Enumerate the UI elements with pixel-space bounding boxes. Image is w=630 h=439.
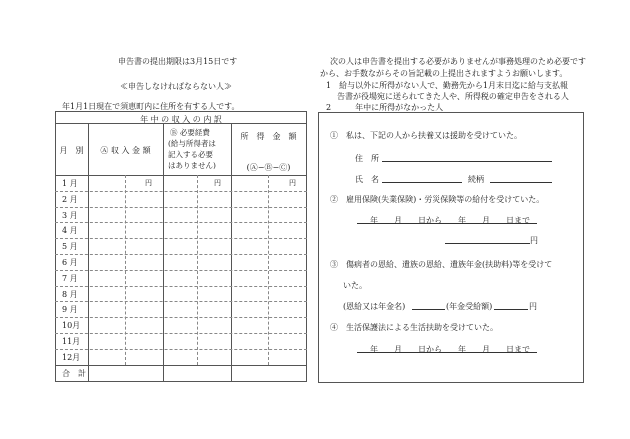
name-label: 氏 名 [355, 175, 379, 184]
month-label: 9 月 [62, 305, 78, 315]
digit-separator [125, 175, 126, 365]
intro-line-2: から、お手数ながらその旨記載の上提出されますようお願いします。 [320, 69, 568, 78]
col-amount-header-2: (Ⓐ−Ⓑ−Ⓒ) [246, 163, 291, 172]
welfare-period-line[interactable] [357, 352, 537, 353]
pension-amount-field[interactable] [494, 309, 528, 310]
address-field[interactable] [382, 161, 552, 162]
table-title: 年 中 の 収 入 の 内 訳 [140, 115, 222, 124]
month-label: 12月 [62, 352, 81, 362]
deadline-text: 申告書の提出期限は3月15日です [118, 57, 238, 66]
address-label: 住 所 [355, 154, 379, 163]
expense-cell[interactable] [164, 366, 230, 380]
month-label: 3 月 [62, 210, 78, 220]
insurance-yen: 円 [530, 236, 538, 245]
pension-name-field[interactable] [412, 309, 445, 310]
yen-mark-income: 円 [145, 179, 152, 187]
pension-amount-label: (年金受給額) [446, 302, 493, 311]
month-label: 4 月 [62, 226, 78, 236]
digit-separator [197, 175, 198, 365]
col-expense-header-1: Ⓑ 必要経費 [170, 128, 210, 137]
pension-question-1: ③ 傷病者の恩給、遺族の恩給、遺族年金(扶助料)等を受けて [330, 260, 553, 269]
insurance-period: 年 月 日から 年 月 日まで [370, 216, 530, 225]
welfare-period: 年 月 日から 年 月 日まで [370, 345, 530, 354]
pension-question-2: いた。 [343, 281, 367, 290]
month-label: 10月 [62, 321, 81, 331]
col-income-header: Ⓐ 収 入 金 額 [100, 146, 151, 155]
yen-mark-amount: 円 [289, 179, 296, 187]
item1-line-1: 1 給与以外に所得がない人で、勤務先から1月末日迄に給与支払報 [326, 81, 569, 90]
target-text: 年1月1日現在で須恵町内に住所を有する人です。 [62, 102, 240, 111]
must-file-heading: ≪申告しなければならない人≫ [120, 82, 232, 91]
total-label: 合 計 [62, 368, 86, 378]
insurance-amount-field[interactable] [445, 243, 530, 244]
relation-label: 続柄 [468, 175, 484, 184]
pension-yen: 円 [529, 302, 537, 311]
insurance-period-line[interactable] [357, 223, 537, 224]
relation-field[interactable] [490, 182, 552, 183]
month-label: 5 月 [62, 242, 78, 252]
yen-mark-expense: 円 [214, 179, 221, 187]
welfare-question: ④ 生活保護法による生活扶助を受けていた。 [330, 323, 498, 332]
month-label: 8 月 [62, 289, 78, 299]
digit-separator [268, 175, 269, 365]
intro-line-1: 次の人は申告書を提出する必要がありませんが事務処理のため必要です [330, 57, 586, 66]
name-field[interactable] [382, 182, 462, 183]
item2-line: 2 年中に所得がなかった人 [326, 103, 444, 112]
col-expense-header-2: (給与所得者は [168, 139, 216, 148]
month-label: 7 月 [62, 273, 78, 283]
col-expense-header-4: はありません) [168, 161, 216, 170]
col-expense-header-3: 記入する必要 [168, 150, 213, 159]
month-label: 1 月 [62, 179, 78, 188]
month-label: 6 月 [62, 258, 78, 267]
amount-cell[interactable] [232, 366, 305, 380]
support-question: ① 私は、下記の人から扶養又は援助を受けていた。 [330, 131, 522, 140]
item1-line-2: 告書が役場宛に送られてきた人や、所得税の確定申告をされる人 [337, 92, 569, 101]
month-label: 11月 [62, 337, 81, 346]
col-amount-header-1: 所 得 金 額 [240, 132, 297, 141]
insurance-question: ② 雇用保険(失業保険)・労災保険等の給付を受けていた。 [330, 195, 545, 204]
income-cell[interactable] [89, 366, 162, 380]
month-label: 2 月 [62, 194, 78, 204]
pension-name-label: (恩給又は年金名) [343, 302, 406, 311]
col-month-header: 月 別 [59, 146, 84, 155]
